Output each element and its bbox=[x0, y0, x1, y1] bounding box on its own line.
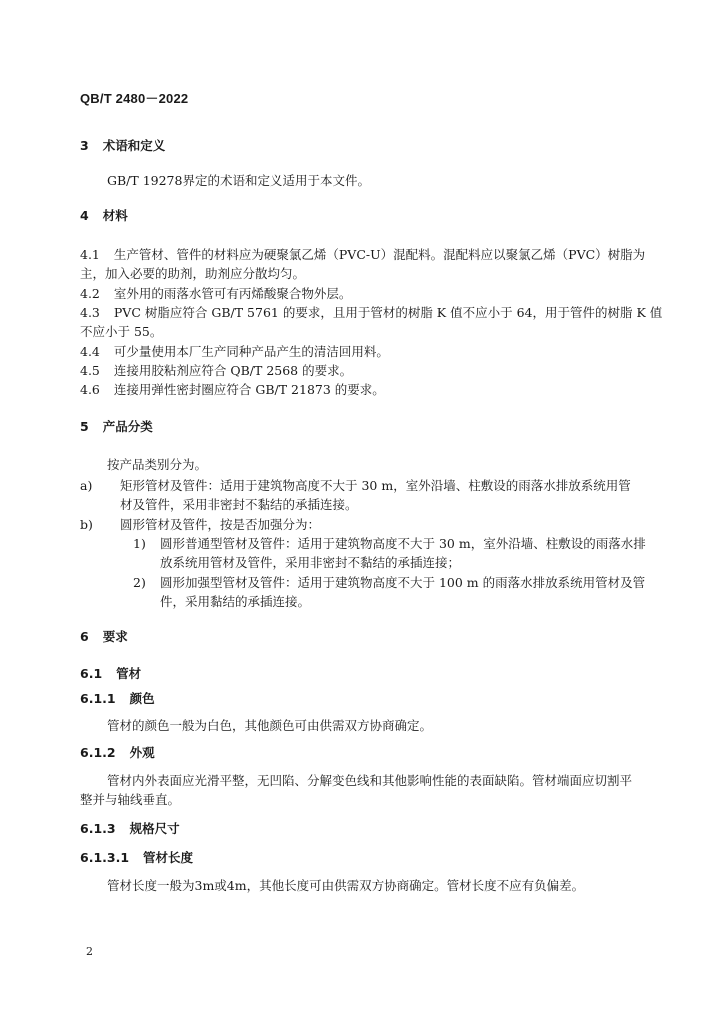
clause-4-5 bbox=[80, 362, 352, 380]
heading-number: 3 bbox=[80, 138, 89, 153]
heading-text: 要求 bbox=[102, 629, 128, 644]
clause-number: 4.2 bbox=[80, 286, 100, 301]
section-5-intro: 按产品类别分为。 bbox=[107, 457, 208, 472]
section-6-1-1-heading bbox=[80, 690, 155, 708]
section-3-paragraph: GB/T 19278界定的术语和定义适用于本文件。 bbox=[107, 173, 370, 188]
heading-number: 4 bbox=[80, 208, 89, 223]
clause-number: 4.4 bbox=[80, 344, 100, 359]
list-item-a-text: 矩形管材及管件：适用于建筑物高度不大于 30 m，室外沿墙、柱敷设的雨落水排放系统用管 bbox=[120, 478, 631, 493]
list-marker-a: a) bbox=[80, 478, 93, 493]
clause-text: 连接用弹性密封圈应符合 GB/T 21873 的要求。 bbox=[113, 382, 385, 397]
clause-text: PVC 树脂应符合 GB/T 5761 的要求，且用于管材的树脂 K 值不应小于 64，用于管件的树脂 K 值 bbox=[113, 305, 663, 320]
heading-text: 颜色 bbox=[129, 691, 155, 706]
section-6-1-3-heading bbox=[80, 820, 180, 838]
section-4-heading bbox=[80, 207, 128, 225]
clause-4-1 bbox=[80, 246, 645, 264]
section-6-1-3-1-heading bbox=[80, 849, 193, 867]
heading-text: 外观 bbox=[129, 745, 155, 760]
heading-text: 规格尺寸 bbox=[129, 821, 180, 836]
heading-text: 产品分类 bbox=[102, 419, 153, 434]
clause-4-3-continued: 不应小于 55。 bbox=[80, 324, 163, 339]
page-number: 2 bbox=[86, 945, 93, 958]
section-6-1-2-paragraph: 管材内外表面应光滑平整，无凹陷、分解变色线和其他影响性能的表面缺陷。管材端面应切割平 bbox=[107, 773, 633, 788]
clause-text: 室外用的雨落水管可有丙烯酸聚合物外层。 bbox=[113, 286, 352, 301]
list-item-b-text: 圆形管材及管件，按是否加强分为： bbox=[120, 517, 321, 532]
sublist-item-2-continued: 件，采用黏结的承插连接。 bbox=[160, 594, 311, 609]
clause-number: 4.1 bbox=[80, 247, 100, 262]
section-3-heading bbox=[80, 137, 165, 155]
list-marker-b: b) bbox=[80, 517, 93, 532]
clause-4-1-continued: 主，加入必要的助剂，助剂应分散均匀。 bbox=[80, 266, 306, 281]
sublist-item-1-text: 圆形普通型管材及管件：适用于建筑物高度不大于 30 m，室外沿墙、柱敷设的雨落水排 bbox=[160, 536, 646, 551]
heading-number: 6.1.2 bbox=[80, 745, 116, 760]
heading-number: 6 bbox=[80, 629, 89, 644]
clause-text: 连接用胶粘剂应符合 QB/T 2568 的要求。 bbox=[113, 363, 353, 378]
sublist-item-1-continued: 放系统用管材及管件，采用非密封不黏结的承插连接； bbox=[160, 555, 461, 570]
list-item-a-continued: 材及管件，采用非密封不黏结的承插连接。 bbox=[120, 497, 358, 512]
section-6-1-2-continued: 整并与轴线垂直。 bbox=[80, 792, 181, 807]
clause-4-4 bbox=[80, 343, 389, 361]
clause-4-6 bbox=[80, 381, 385, 399]
clause-text: 生产管材、管件的材料应为硬聚氯乙烯（PVC-U）混配料。混配料应以聚氯乙烯（PVC）树脂为 bbox=[113, 247, 646, 262]
section-6-1-heading bbox=[80, 665, 141, 683]
section-5-heading bbox=[80, 418, 153, 436]
clause-number: 4.3 bbox=[80, 305, 100, 320]
heading-text: 术语和定义 bbox=[102, 138, 166, 153]
section-6-1-3-1-paragraph: 管材长度一般为3m或4m，其他长度可由供需双方协商确定。管材长度不应有负偏差。 bbox=[107, 878, 585, 893]
sublist-marker-2: 2) bbox=[133, 575, 146, 590]
clause-text: 可少量使用本厂生产同种产品产生的清洁回用料。 bbox=[113, 344, 389, 359]
sublist-marker-1: 1) bbox=[133, 536, 146, 551]
heading-text: 管材长度 bbox=[143, 850, 194, 865]
heading-text: 管材 bbox=[116, 666, 142, 681]
clause-number: 4.5 bbox=[80, 363, 100, 378]
heading-number: 6.1.1 bbox=[80, 691, 116, 706]
sublist-item-2-text: 圆形加强型管材及管件：适用于建筑物高度不大于 100 m 的雨落水排放系统用管材及管 bbox=[160, 575, 646, 590]
heading-number: 6.1.3.1 bbox=[80, 850, 130, 865]
section-6-1-1-paragraph: 管材的颜色一般为白色，其他颜色可由供需双方协商确定。 bbox=[107, 718, 433, 733]
clause-4-2 bbox=[80, 285, 351, 303]
section-6-1-2-heading bbox=[80, 744, 155, 762]
heading-number: 5 bbox=[80, 419, 89, 434]
heading-number: 6.1 bbox=[80, 666, 103, 681]
standard-code: QB/T 2480－2022 bbox=[80, 91, 189, 106]
heading-number: 6.1.3 bbox=[80, 821, 116, 836]
clause-4-3 bbox=[80, 304, 662, 322]
clause-number: 4.6 bbox=[80, 382, 100, 397]
section-6-heading bbox=[80, 628, 128, 646]
heading-text: 材料 bbox=[102, 208, 128, 223]
